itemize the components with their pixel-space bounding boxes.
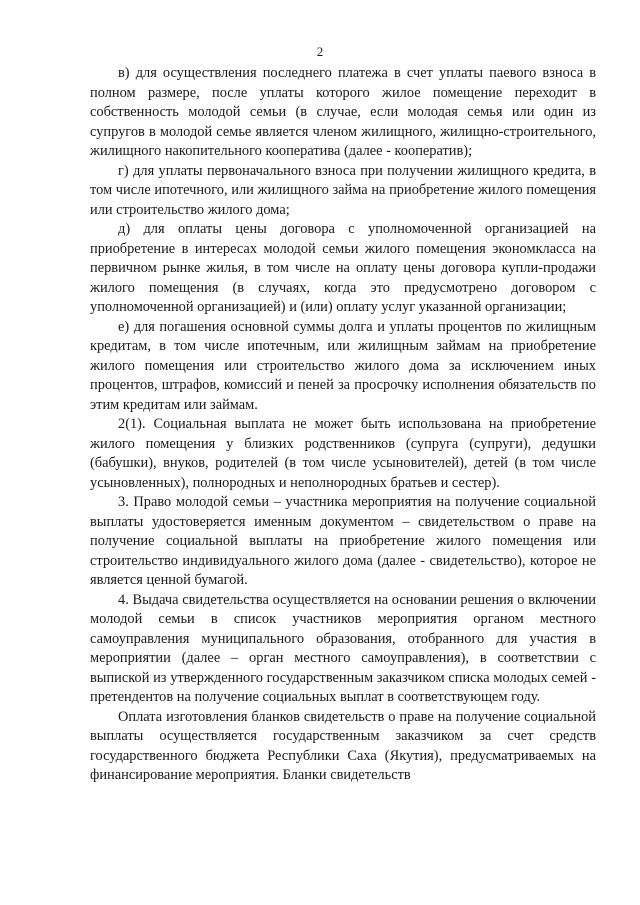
paragraph-g: г) для уплаты первоначального взноса при получении жилищного кредита, в том числе ипотечного, или жилищного займа на приобретение жилого помещения или строительство жилого дома; — [90, 162, 596, 218]
paragraph-v: в) для осуществления последнего платежа в счет уплаты паевого взноса в полном размере, после уплаты которого жилое помещение переходит в собственность молодой семьи (в случае, если молодая семья или один из супругов в молодой семье является членом жилищного, жилищно-строительного, жилищного накопительного кооператива (далее - кооператив); — [90, 65, 596, 159]
paragraph-4: 4. Выдача свидетельства осуществляется на основании решения о включении молодой семьи в список участников мероприятия органом местного самоуправления муниципального образования, отобранного для участия в мероприятии (далее – орган местного самоуправления), в соответствии с выпиской из утвержденного государственным заказчиком списка молодых семей - претендентов на получение социальных выплат в соответствующем году. — [90, 591, 596, 705]
page-number: 2 — [316, 44, 324, 59]
paragraph-2-1: 2(1). Социальная выплата не может быть использована на приобретение жилого помещения у близких родственников (супруга (супруги), дедушки (бабушки), внуков, родителей (в том числе усыновителей), детей (в том числе усыновленных), полнородных и неполнородных братьев и сестер). — [90, 416, 596, 491]
document-body — [90, 64, 596, 786]
paragraph-d: д) для оплаты цены договора с уполномоченной организацией на приобретение в интересах молодой семьи жилого помещения экономкласса на первичном рынке жилья, в том числе на оплату цены договора купли-продажи жилого помещения (в случаях, когда это предусмотрено договором с уполномоченной организацией) и (или) оплату услуг указанной организации; — [90, 221, 596, 315]
paragraph-e: е) для погашения основной суммы долга и уплаты процентов по жилищным кредитам, в том числе ипотечным, или жилищным займам на приобретение жилого помещения или строительство жилого дома за исключением иных процентов, штрафов, комиссий и пеней за просрочку исполнения обязательств по этим кредитам или займам. — [90, 318, 596, 413]
paragraph-payment: Оплата изготовления бланков свидетельств о праве на получение социальной выплаты осуществляется государственным заказчиком за счет средств государственного бюджета Республики Саха (Якутия), предусматриваемых на финансирование мероприятия. Бланки свидетельств — [90, 708, 596, 783]
paragraph-3: 3. Право молодой семьи – участника мероприятия на получение социальной выплаты удостоверяется именным документом – свидетельством о праве на получение социальной выплаты на приобретение жилого помещения или строительство индивидуального жилого дома (далее - свидетельство), которое не является ценной бумагой. — [90, 494, 596, 588]
